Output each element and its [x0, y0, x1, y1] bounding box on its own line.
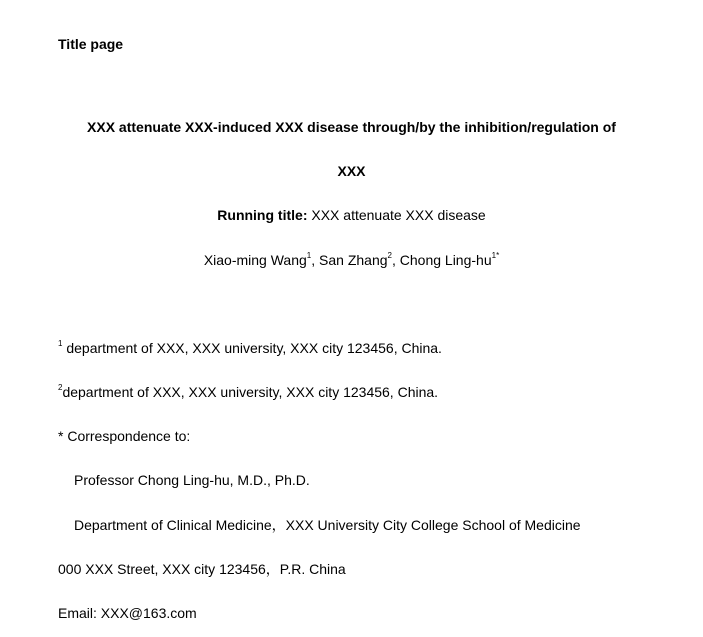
running-title-label: Running title:: [217, 207, 308, 223]
page-heading: Title page: [58, 36, 124, 52]
author-affiliation-marker: 1: [306, 251, 312, 261]
author-separator: ,: [311, 252, 320, 268]
paper-title-line-1: XXX attenuate XXX-induced XXX disease through/by the inhibition/regulation of: [87, 119, 616, 135]
author-name: Xiao-ming Wang: [203, 252, 307, 268]
author-affiliation-marker: 1*: [491, 251, 500, 261]
running-title-text: XXX attenuate XXX disease: [307, 207, 486, 223]
paper-title-line-2: XXX: [337, 163, 366, 179]
author-name: San Zhang: [319, 252, 388, 268]
affiliation-text: department of XXX, XXX university, XXX city 123456, China.: [62, 384, 439, 400]
affiliation-marker: 2: [58, 383, 63, 393]
affiliation-2: [58, 383, 438, 401]
affiliation-1: [58, 339, 442, 357]
correspondence-label: * Correspondence to:: [58, 428, 191, 444]
author-separator: ,: [391, 252, 400, 268]
author-affiliation-marker: 2: [387, 251, 392, 261]
correspondence-address: 000 XXX Street, XXX city 123456，P.R. China: [58, 561, 346, 577]
correspondence-email: Email: XXX@163.com: [58, 605, 197, 621]
affiliation-text: department of XXX, XXX university, XXX city 123456, China.: [62, 340, 442, 356]
author-name: Chong Ling-hu: [399, 252, 492, 268]
correspondence-name: Professor Chong Ling-hu, M.D., Ph.D.: [74, 472, 310, 488]
author-list: [0, 251, 703, 269]
running-title: [0, 206, 703, 224]
correspondence-department: Department of Clinical Medicine，XXX University City College School of Medicine: [74, 517, 581, 533]
affiliation-marker: 1: [58, 339, 63, 349]
